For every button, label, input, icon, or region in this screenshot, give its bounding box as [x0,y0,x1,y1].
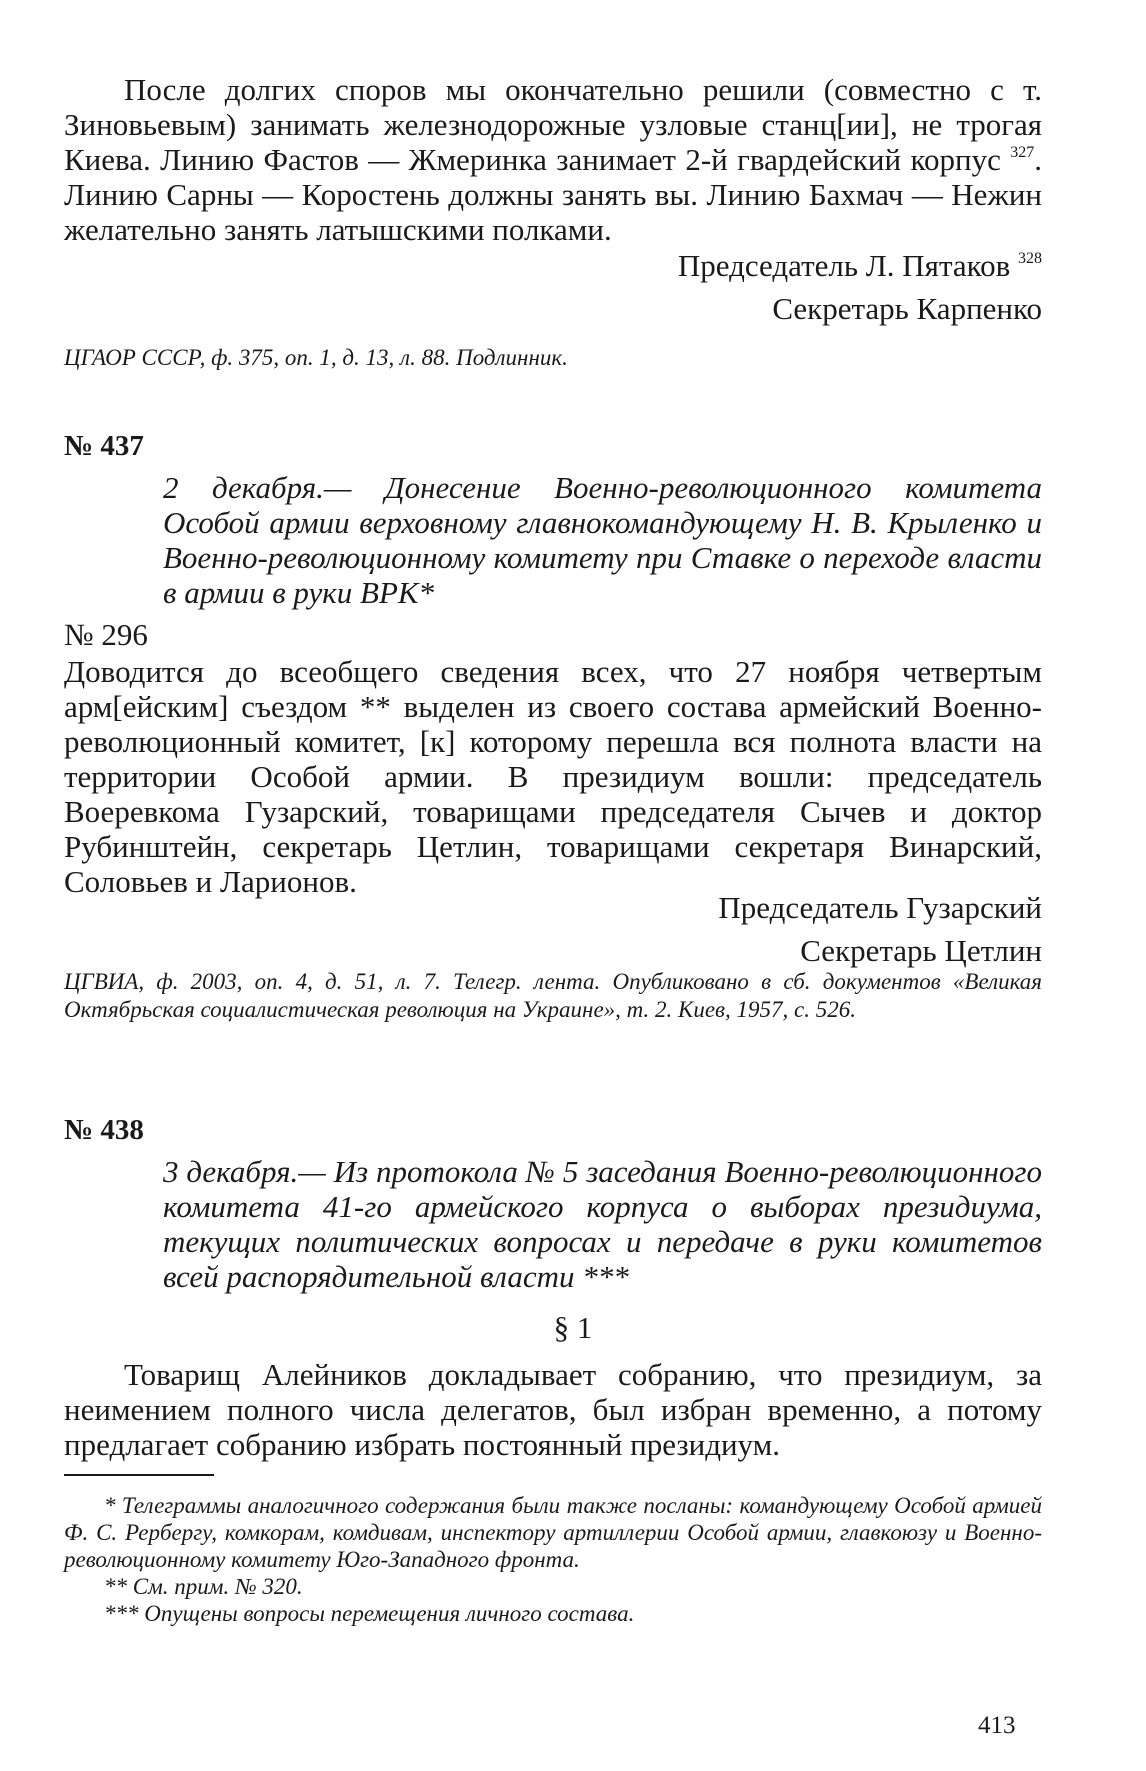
doc437-source: ЦГВИА, ф. 2003, оп. 4, д. 51, л. 7. Телегр. лента. Опубликовано в сб. документов «Великая Октябрьская социалистическая революция на Украине», т. 2. Киев, 1957, с. 526. [64,969,1042,1022]
note-ref-328: 328 [1018,250,1042,267]
footnote-1: * Телеграммы аналогичного содержания были также посланы: командующему Особой армией Ф. С. Рербергу, комкорам, комдивам, инспектору артиллерии Особой армии, главкоюзу и Военно-революционному комитету Юго-Западного фронта. [64,1493,1042,1572]
page-number: 413 [978,1712,1016,1739]
doc437-signatures [64,890,1042,968]
footnote-rule [64,1474,214,1476]
doc436-paragraph: После долгих споров мы окончательно решили (совместно с т. Зиновьевым) занимать железнодорожные узловые станц[ии], не трогая Киева. Линию Фастов — Жмеринка занимает 2-й гвардейский корпус $^{327}$. Линию Сарны — Коростень должны занять вы. Линию Бахмач — Нежин желательно занять латышскими полками. [64,72,1042,247]
doc438-number: № 438 [64,1114,144,1146]
footnote-2: ** См. прим. № 320. [104,1574,303,1599]
doc437-body: Доводится до всеобщего сведения всех, что 27 ноября четвертым арм[ейским] съездом ** выделен из своего состава армейский Военно-революционный комитет, [к] которому перешла вся полнота власти на территории Особой армии. В президиум вошли: председатель Воеревкома Гузарский, товарищами председателя Сычев и доктор Рубинштейн, секретарь Цетлин, товарищами секретаря Винарский, Соловьев и Ларионов. [64,654,1042,899]
doc438-section-sign: § 1 [553,1310,593,1345]
doc436-signature-chairman: Председатель Л. Пятаков $^{328}$ [677,248,1042,283]
doc436-source: ЦГАОР СССР, ф. 375, оп. 1, д. 13, л. 88. Подлинник. [64,345,568,370]
footnote-3: *** Опущены вопросы перемещения личного состава. [104,1601,635,1626]
doc436-signature-secretary: Секретарь Карпенко [772,291,1042,326]
doc436-text [64,72,1042,247]
doc437-number: № 437 [64,430,144,462]
doc437-signature-chairman: Председатель Гузарский [718,890,1042,925]
note-ref-327: 327 [1010,144,1035,161]
doc437-signature-secretary: Секретарь Цетлин [800,933,1042,968]
doc436-signatures [64,248,1042,326]
doc437-telegram-number: № 296 [64,617,148,652]
doc437-title: 2 декабря.— Донесение Военно-революционного комитета Особой армии верховному главнокомандующему Н. В. Крыленко и Военно-революционному комитету при Ставке о переходе власти в армии в руки ВРК* [163,470,1042,610]
footnotes [64,1492,1042,1627]
doc438-body: Товарищ Алейников докладывает собранию, что президиум, за неимением полного числа делегатов, был избран временно, а потому предлагает собранию избрать постоянный президиум. [64,1357,1042,1462]
doc438-title: 3 декабря.— Из протокола № 5 заседания Военно-революционного комитета 41-го армейского корпуса о выборах президиума, текущих политических вопросах и передаче в руки комитетов всей распорядительной власти *** [163,1154,1042,1294]
